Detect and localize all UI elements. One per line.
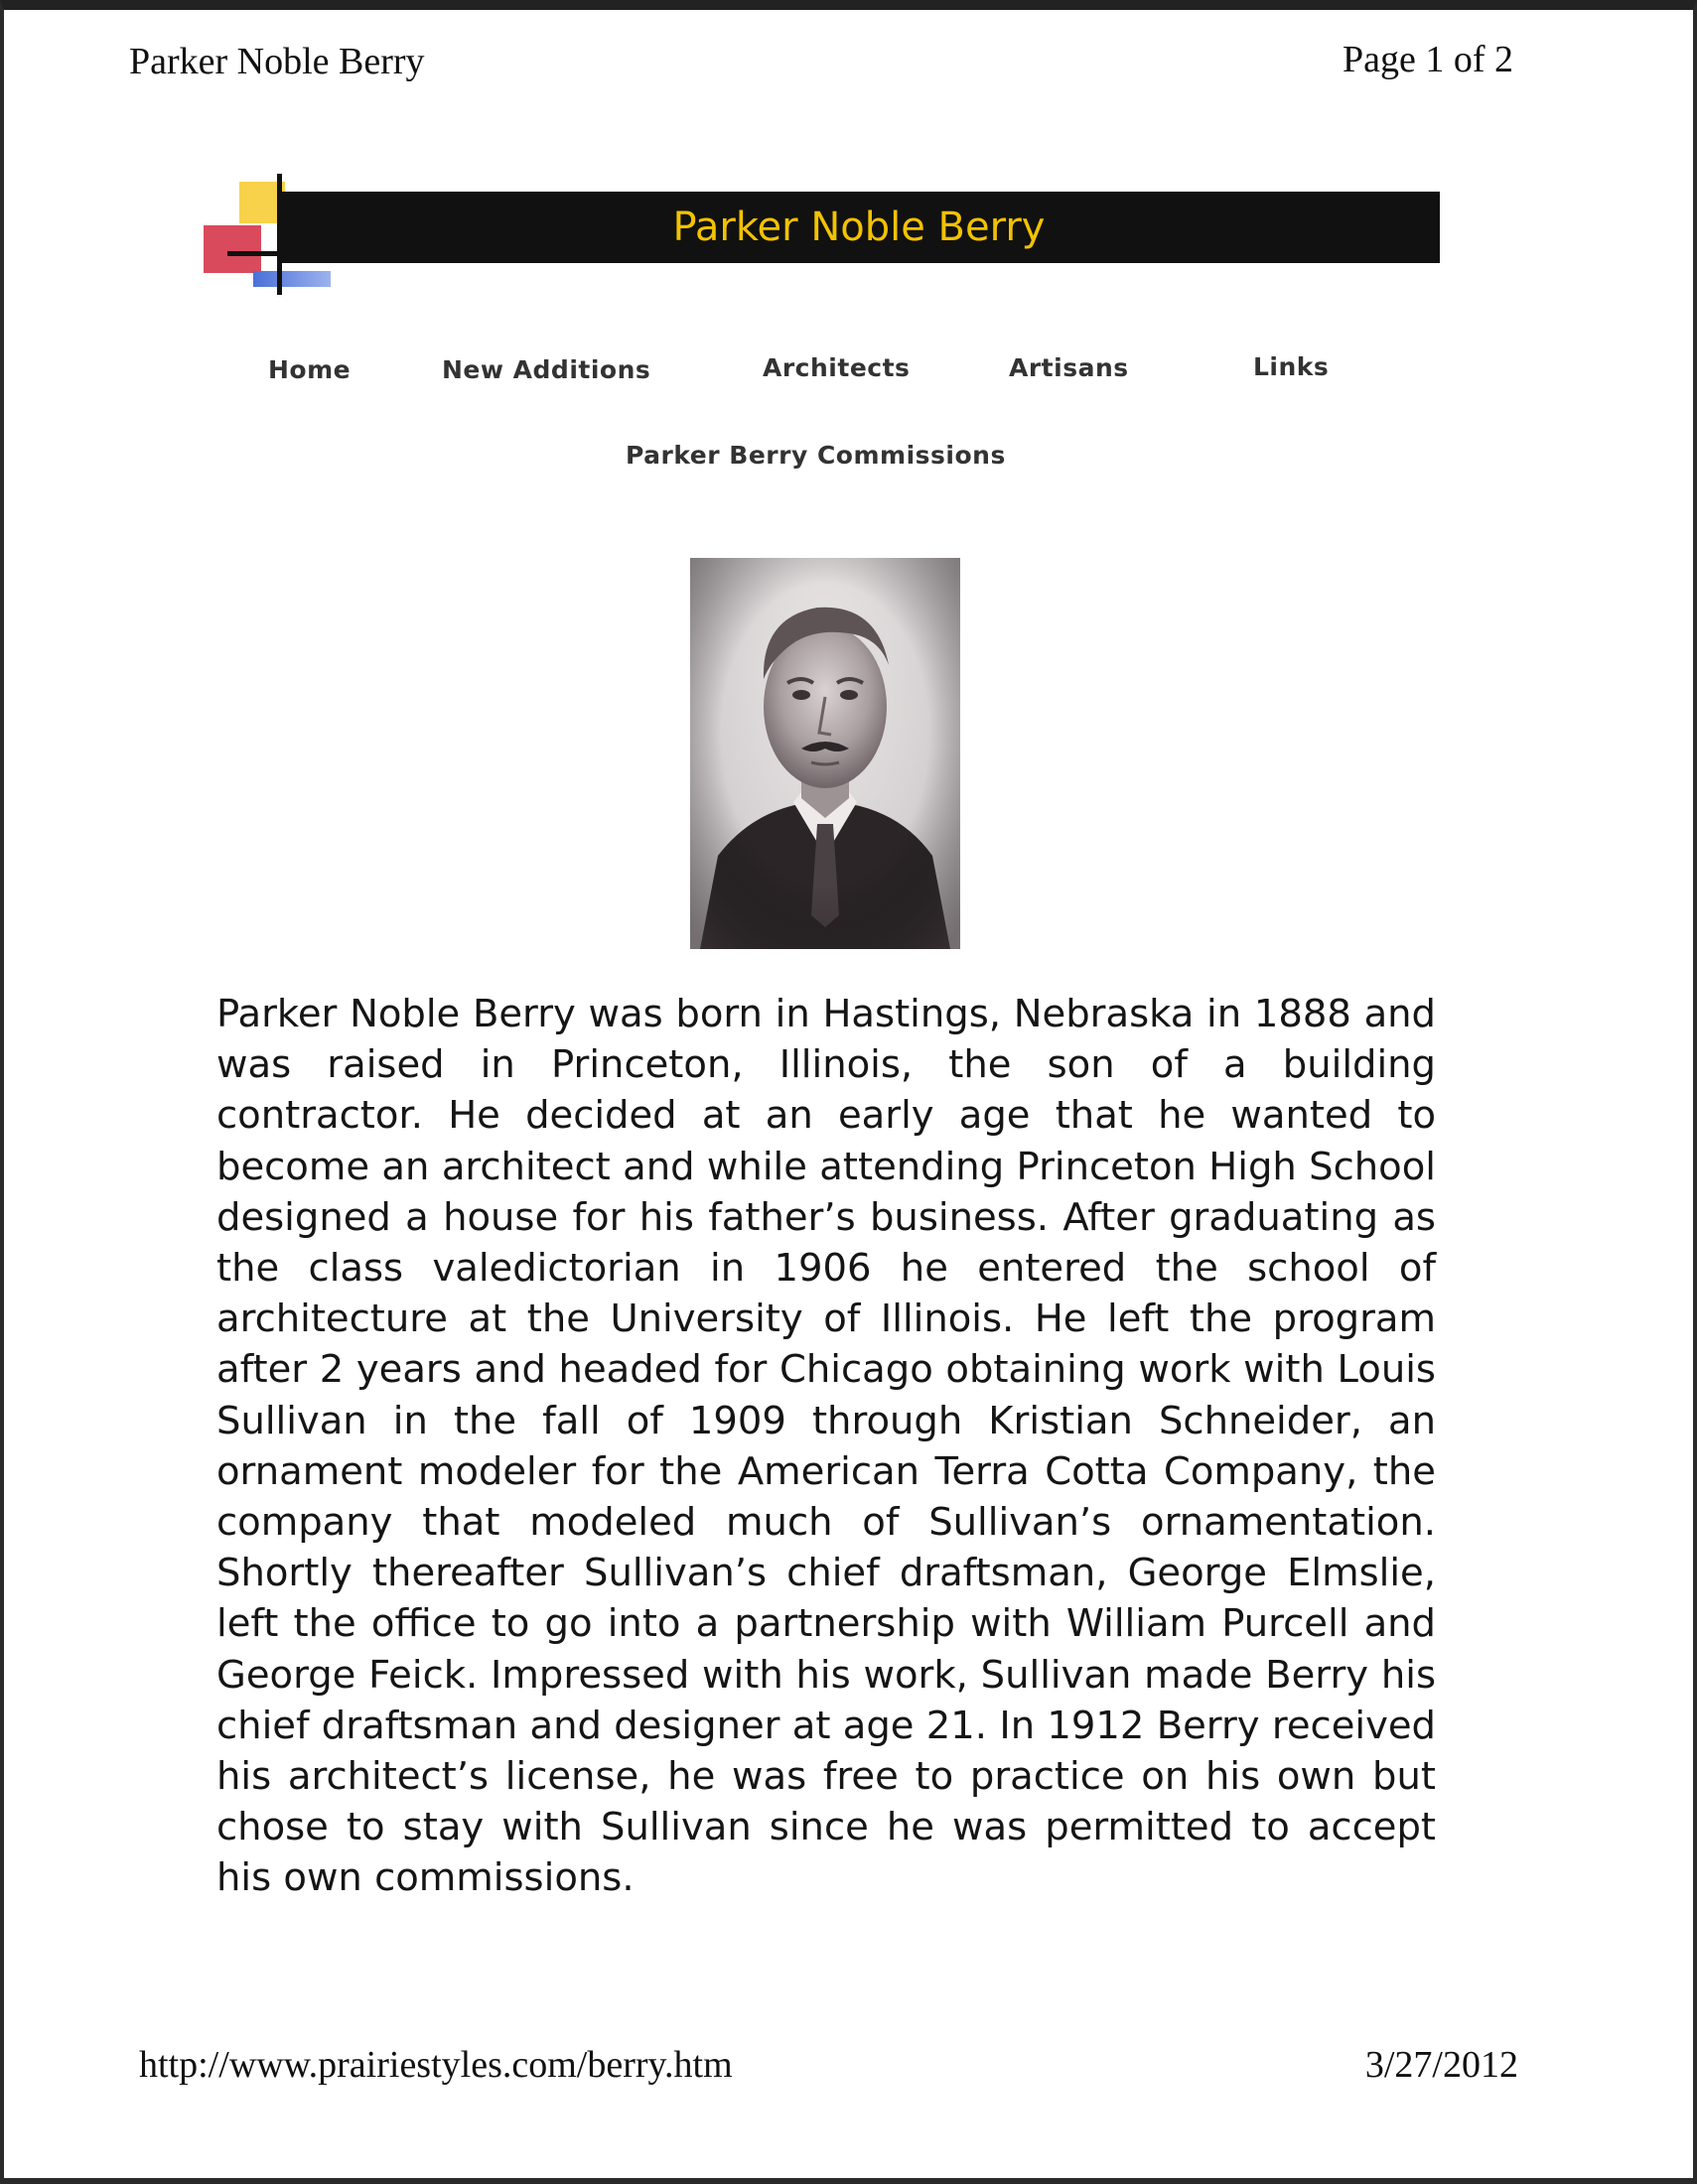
nav-home-link[interactable]: Home	[268, 355, 352, 384]
biography-paragraph: Parker Noble Berry was born in Hastings, Nebraska in 1888 and was raised in Princeton, Illinois, the son of a building contractor. He decided at an early age that he wanted to become an architect and while attending Princeton High School designed a house for his father’s business. After graduating as the class valedictorian in 1906 he entered the school of architecture at the University of Illinois. He left the program after 2 years and headed for Chicago obtaining work with Louis Sullivan in the fall of 1909 through Kristian Schneider, an ornament modeler for the American Terra Cotta Company, the company that modeled much of Sullivan’s ornamentation. Shortly thereafter Sullivan’s chief draftsman, George Elmslie, left the office to go into a partnership with William Purcell and George Feick. Impressed with his work, Sullivan made Berry his chief draftsman and designer at age 21. In 1912 Berry received his architect’s license, he was free to practice on his own but chose to stay with Sullivan since he was permitted to accept his own commissions.	[216, 992, 1436, 1901]
banner-red-square	[204, 225, 261, 273]
print-header-page-number: Page 1 of 2	[1342, 39, 1513, 80]
banner-crosshair-vertical	[277, 174, 282, 295]
nav-architects-link[interactable]: Architects	[763, 353, 911, 382]
banner-blue-bar	[253, 271, 331, 287]
nav-artisans-link[interactable]: Artisans	[1009, 353, 1129, 382]
banner-title: Parker Noble Berry	[672, 205, 1046, 250]
banner-crosshair-horizontal	[227, 251, 297, 256]
portrait-photo	[690, 558, 960, 949]
print-header-title: Parker Noble Berry	[129, 41, 425, 82]
print-footer-url: http://www.prairiestyles.com/berry.htm	[139, 2044, 733, 2086]
site-banner	[204, 174, 1445, 308]
nav-new-additions-link[interactable]: New Additions	[442, 355, 651, 384]
portrait-illustration	[690, 558, 960, 949]
print-footer-date: 3/27/2012	[1364, 2044, 1518, 2086]
nav-commissions-link[interactable]: Parker Berry Commissions	[626, 441, 1006, 470]
nav-links-link[interactable]: Links	[1253, 352, 1330, 381]
